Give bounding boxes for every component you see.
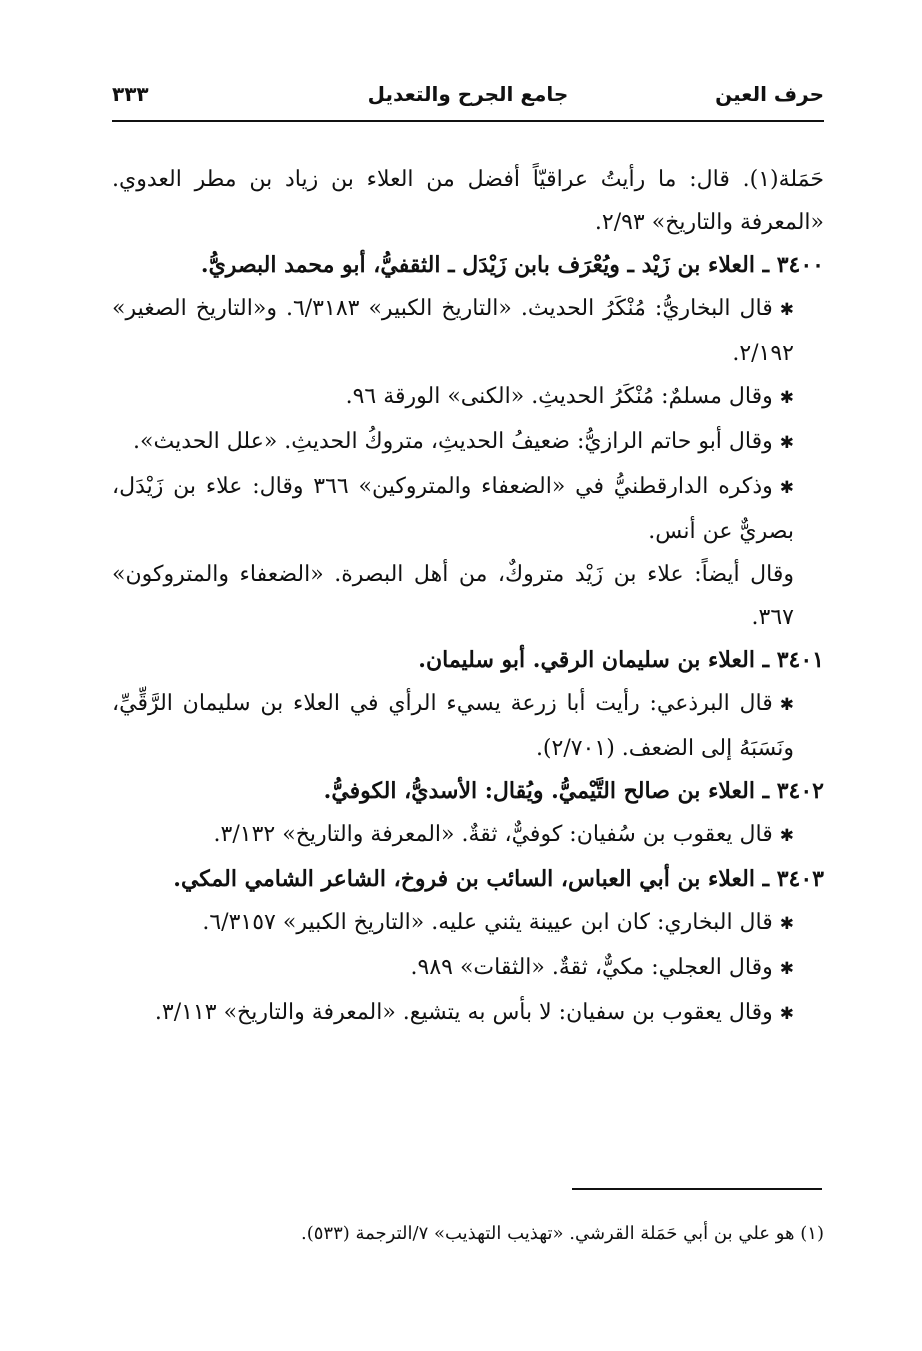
asterisk-icon: ✱	[779, 388, 794, 408]
bullet-text: قال يعقوب بن سُفيان: كوفيٌّ، ثقةٌ. «المعرفة والتاريخ» ٣/١٣٢.	[213, 822, 773, 847]
bullet-text: وقال العجلي: مكيٌّ، ثقةٌ. «الثقات» ٩٨٩.	[410, 955, 773, 980]
entry-3400-abu-hatim	[112, 420, 824, 465]
bullet-text: قال البخاريُّ: مُنْكَرُ الحديث. «التاريخ الكبير» ٦/٣١٨٣. و«التاريخ الصغير» ٢/١٩٢.	[112, 296, 794, 366]
asterisk-icon: ✱	[779, 478, 795, 498]
entry-3400-heading: ٣٤٠٠ ـ العلاء بن زَيْد ـ ويُعْرَف بابن زَيْدَل ـ الثقفيُّ، أبو محمد البصريُّ.	[200, 252, 824, 278]
bullet-text: قال البخاري: كان ابن عيينة يثني عليه. «التاريخ الكبير» ٦/٣١٥٧.	[202, 910, 773, 935]
asterisk-icon: ✱	[779, 695, 794, 715]
entry-3403-heading: ٣٤٠٣ ـ العلاء بن أبي العباس، السائب بن فروخ، الشاعر الشامي المكي.	[173, 866, 824, 892]
asterisk-icon: ✱	[779, 300, 794, 320]
chapter-title: حرف العين	[715, 82, 824, 106]
footnote-rule	[572, 1188, 822, 1190]
footnote: (١) هو علي بن أبي حَمَلة القرشي. «تهذيب التهذيب» ٧/الترجمة (٥٣٣).	[300, 1223, 824, 1244]
entry-3403-yaqub	[112, 991, 824, 1036]
bullet-text: وذكره الدارقطنيُّ في «الضعفاء والمتروكين» ٣٦٦ وقال: علاء بن زَيْدَل، بصريٌّ عن أنس.	[112, 474, 794, 544]
entry-3403-ijli	[112, 946, 824, 991]
asterisk-icon: ✱	[779, 914, 794, 934]
asterisk-icon: ✱	[779, 433, 794, 453]
bullet-text: وقال مسلمٌ: مُنْكَرُ الحديثِ. «الكنى» الورقة ٩٦.	[345, 384, 773, 409]
main-text	[112, 158, 824, 1036]
book-title: جامع الجرح والتعديل	[367, 82, 569, 106]
entry-3401-bardhai	[112, 682, 824, 770]
continuation-paragraph: حَمَلة(١). قال: ما رأيتُ عراقيّاً أفضل من العلاء بن زياد بن مطر العدوي. «المعرفة والتاريخ» ٢/٩٣.	[112, 167, 824, 235]
entry-3401-heading: ٣٤٠١ ـ العلاء بن سليمان الرقي. أبو سليمان.	[418, 647, 824, 673]
bullet-text: قال البرذعي: رأيت أبا زرعة يسيء الرأي في العلاء بن سليمان الرَّقِّيِّ، ونَسَبَهُ إلى الضعف. (٢/٧٠١).	[112, 691, 794, 761]
running-header	[112, 82, 824, 116]
bullet-text: وقال يعقوب بن سفيان: لا بأس به يتشيع. «المعرفة والتاريخ» ٣/١١٣.	[154, 1000, 773, 1025]
entry-3400-daraqutni	[112, 465, 824, 553]
entry-3400-muslim	[112, 375, 824, 420]
entry-3402-yaqub	[112, 813, 824, 858]
asterisk-icon: ✱	[779, 1004, 794, 1024]
asterisk-icon: ✱	[779, 959, 794, 979]
asterisk-icon: ✱	[779, 826, 794, 846]
page-number: ٣٣٣	[112, 82, 149, 106]
entry-3403-bukhari	[112, 901, 824, 946]
entry-3400-daraqutni-cont: وقال أيضاً: علاء بن زَيْد متروكٌ، من أهل البصرة. «الضعفاء والمتروكون» ٣٦٧.	[112, 562, 794, 630]
bullet-text: وقال أبو حاتم الرازيُّ: ضعيفُ الحديثِ، متروكُ الحديثِ. «علل الحديث».	[133, 429, 773, 454]
entry-3400-bukhari	[112, 287, 824, 375]
header-rule	[112, 120, 824, 122]
entry-3402-heading: ٣٤٠٢ ـ العلاء بن صالح التَّيْميُّ. ويُقال: الأسديُّ، الكوفيُّ.	[323, 778, 824, 804]
